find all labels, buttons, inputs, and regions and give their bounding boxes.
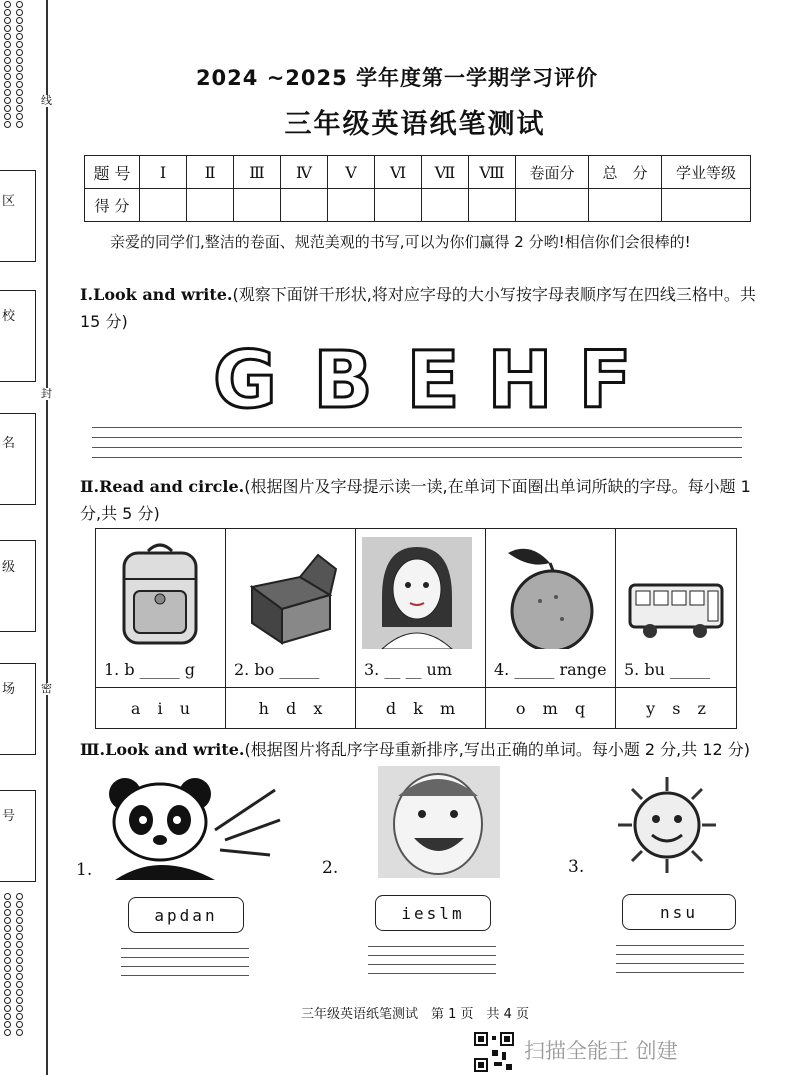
field-box-name[interactable] bbox=[0, 413, 36, 505]
score-header-cell: 卷面分 bbox=[516, 156, 589, 189]
score-table-score-row bbox=[85, 189, 751, 222]
bag-icon bbox=[110, 539, 210, 649]
score-header-cell: Ⅵ bbox=[375, 156, 422, 189]
binding-hole-dot bbox=[4, 949, 11, 956]
binding-hole-dot bbox=[16, 9, 23, 16]
picture-cell-orange bbox=[486, 529, 616, 688]
score-header-cell: Ⅷ bbox=[469, 156, 516, 189]
score-input-cell[interactable] bbox=[234, 189, 281, 222]
binding-hole-dot bbox=[16, 1021, 23, 1028]
scanner-watermark: 扫描全能王 创建 bbox=[524, 1039, 678, 1063]
binding-hole-dot bbox=[4, 973, 11, 980]
score-header-cell: 总 分 bbox=[589, 156, 662, 189]
field-label-seat-number: 号 bbox=[2, 809, 16, 824]
cookie-letter-h-glyph: H bbox=[487, 345, 553, 415]
binding-hole-dot bbox=[4, 41, 11, 48]
score-table bbox=[84, 155, 751, 222]
binding-hole-dot bbox=[4, 917, 11, 924]
picture-cell-mum bbox=[356, 529, 486, 688]
binding-hole-dot bbox=[4, 33, 11, 40]
intro-paragraph: 亲爱的同学们,整洁的卷面、规范美观的书写,可以为你们赢得 2 分哟!相信你们会很棒的! bbox=[80, 233, 691, 251]
binding-hole-dot bbox=[16, 917, 23, 924]
binding-hole-dot bbox=[4, 1029, 11, 1036]
score-header-cell: 学业等级 bbox=[662, 156, 751, 189]
binding-hole-dot bbox=[16, 909, 23, 916]
binding-hole-dot bbox=[16, 893, 23, 900]
word-prompt-4: 4. _____ range bbox=[494, 660, 607, 679]
answer-lines-1[interactable] bbox=[121, 948, 249, 984]
score-input-cell[interactable] bbox=[140, 189, 187, 222]
section-3-number: Ⅲ. bbox=[80, 740, 106, 759]
box-icon bbox=[240, 547, 340, 647]
binding-hole-dot bbox=[16, 941, 23, 948]
binding-hole-dot bbox=[4, 933, 11, 940]
scrambled-word-2: ieslm bbox=[375, 895, 491, 931]
answer-lines-3[interactable] bbox=[616, 945, 744, 981]
binding-hole-dot bbox=[16, 41, 23, 48]
smile-face-icon bbox=[378, 766, 500, 878]
score-row-label: 得 分 bbox=[85, 189, 140, 222]
mum-icon bbox=[362, 537, 472, 649]
score-header-cell: Ⅱ bbox=[187, 156, 234, 189]
letter-options-3[interactable]: d k m bbox=[356, 688, 486, 729]
binding-hole-dot bbox=[16, 981, 23, 988]
cookie-letter-f bbox=[565, 345, 645, 415]
score-input-cell[interactable] bbox=[422, 189, 469, 222]
field-box-exam-room[interactable] bbox=[0, 663, 36, 755]
question-3-1-number: 1. bbox=[76, 860, 93, 880]
section-3-title: Look and write. bbox=[105, 740, 245, 759]
word-prompt-1: 1. b _____ g bbox=[104, 660, 196, 679]
binding-hole-dot bbox=[4, 25, 11, 32]
word-prompt-5: 5. bu _____ bbox=[624, 660, 710, 679]
letter-options-2[interactable]: h d x bbox=[226, 688, 356, 729]
field-label-name: 名 bbox=[2, 436, 16, 451]
word-prompt-3: 3. __ __ um bbox=[364, 660, 452, 679]
seal-line bbox=[46, 0, 48, 1075]
field-label-exam-room: 场 bbox=[2, 682, 16, 697]
qr-code-icon bbox=[474, 1032, 514, 1072]
seal-mark-feng: 封 bbox=[41, 387, 52, 400]
binding-hole-dot bbox=[16, 25, 23, 32]
letter-options-1[interactable]: a i u bbox=[96, 688, 226, 729]
cookie-letter-h bbox=[480, 345, 560, 415]
sun-icon bbox=[612, 775, 722, 875]
word-prompt-2: 2. bo _____ bbox=[234, 660, 320, 679]
scrambled-word-3: nsu bbox=[622, 894, 736, 930]
binding-hole-dot bbox=[4, 957, 11, 964]
cookie-letter-g bbox=[205, 345, 285, 415]
binding-margin bbox=[0, 0, 52, 1075]
binding-hole-dot bbox=[16, 973, 23, 980]
seal-mark-mi: 密 bbox=[41, 682, 52, 695]
field-label-class: 级 bbox=[2, 560, 16, 575]
binding-hole-dot bbox=[4, 925, 11, 932]
cookie-letter-e bbox=[393, 345, 473, 415]
section-2-title: Read and circle. bbox=[99, 477, 245, 496]
binding-hole-dot bbox=[4, 893, 11, 900]
scrambled-word-1: apdan bbox=[128, 897, 244, 933]
binding-hole-dot bbox=[16, 33, 23, 40]
bus-icon bbox=[626, 577, 726, 647]
score-input-cell[interactable] bbox=[328, 189, 375, 222]
binding-hole-dot bbox=[4, 9, 11, 16]
section-3-description: (根据图片将乱序字母重新排序,写出正确的单词。每小题 2 分,共 12 分) bbox=[244, 740, 751, 759]
section-1-title: Look and write. bbox=[93, 285, 233, 304]
binding-hole-dot bbox=[16, 989, 23, 996]
binding-hole-dot bbox=[16, 17, 23, 24]
binding-hole-dot bbox=[16, 965, 23, 972]
score-input-cell[interactable] bbox=[516, 189, 589, 222]
cookie-letter-b-glyph: B bbox=[313, 345, 373, 415]
binding-hole-dot bbox=[4, 941, 11, 948]
section-3-heading bbox=[80, 736, 770, 763]
picture-cell-bag bbox=[96, 529, 226, 688]
score-header-cell: Ⅴ bbox=[328, 156, 375, 189]
binding-hole-dot bbox=[16, 957, 23, 964]
binding-hole-dot bbox=[16, 949, 23, 956]
binding-hole-dot bbox=[4, 901, 11, 908]
field-label-school: 校 bbox=[2, 309, 16, 324]
letter-options-5[interactable]: y s z bbox=[616, 688, 737, 729]
answer-lines-2[interactable] bbox=[368, 946, 496, 982]
score-header-cell: Ⅲ bbox=[234, 156, 281, 189]
binding-hole-dot bbox=[4, 909, 11, 916]
field-box-seat-number[interactable] bbox=[0, 790, 36, 882]
section-1-description: (观察下面饼干形状,将对应字母的大小写按字母表顺序写在四线三格中。共 15 分) bbox=[80, 285, 756, 331]
orange-icon bbox=[500, 539, 600, 649]
score-header-cell: Ⅶ bbox=[422, 156, 469, 189]
four-line-writing-area[interactable] bbox=[92, 427, 742, 467]
page-footer: 三年级英语纸笔测试 第 1 页 共 4 页 bbox=[300, 1007, 530, 1022]
read-and-circle-table bbox=[95, 528, 737, 729]
binding-hole-dot bbox=[4, 17, 11, 24]
score-header-cell: Ⅰ bbox=[140, 156, 187, 189]
score-input-cell[interactable] bbox=[281, 189, 328, 222]
score-input-cell[interactable] bbox=[589, 189, 662, 222]
binding-hole-dot bbox=[16, 1029, 23, 1036]
panda-icon bbox=[95, 770, 285, 882]
binding-hole-dot bbox=[16, 49, 23, 56]
score-table-header-row bbox=[85, 156, 751, 189]
binding-hole-dot bbox=[4, 989, 11, 996]
question-3-2-number: 2. bbox=[322, 858, 339, 878]
binding-hole-dot bbox=[16, 933, 23, 940]
binding-hole-dot bbox=[4, 981, 11, 988]
binding-hole-dot bbox=[4, 49, 11, 56]
score-header-cell: Ⅳ bbox=[281, 156, 328, 189]
score-header-cell: 题 号 bbox=[85, 156, 140, 189]
binding-hole-dot bbox=[16, 1, 23, 8]
cookie-letter-e-glyph: E bbox=[406, 345, 460, 415]
field-box-class[interactable] bbox=[0, 540, 36, 632]
score-input-cell[interactable] bbox=[375, 189, 422, 222]
cookie-letter-f-glyph: F bbox=[578, 345, 632, 415]
field-box-district[interactable] bbox=[0, 170, 36, 262]
section-1-heading bbox=[80, 281, 770, 335]
binding-hole-dot bbox=[4, 1, 11, 8]
exam-year-title: 2024 ~2025 学年度第一学期学习评价 bbox=[195, 66, 599, 90]
field-box-school[interactable] bbox=[0, 290, 36, 382]
score-input-cell[interactable] bbox=[662, 189, 751, 222]
picture-cell-box bbox=[226, 529, 356, 688]
score-input-cell[interactable] bbox=[469, 189, 516, 222]
binding-hole-dot bbox=[4, 1021, 11, 1028]
section-2-heading bbox=[80, 473, 770, 527]
question-3-3-number: 3. bbox=[568, 857, 585, 877]
binding-hole-dot bbox=[16, 901, 23, 908]
section-2-number: Ⅱ. bbox=[80, 477, 100, 496]
binding-hole-dot bbox=[4, 965, 11, 972]
exam-subject-title: 三年级英语纸笔测试 bbox=[284, 109, 546, 140]
section-2-description: (根据图片及字母提示读一读,在单词下面圈出单词所缺的字母。每小题 1 分,共 5 分) bbox=[80, 477, 751, 523]
field-label-district: 区 bbox=[2, 194, 16, 209]
picture-cell-bus bbox=[616, 529, 737, 688]
seal-mark-xian: 线 bbox=[41, 94, 52, 107]
score-input-cell[interactable] bbox=[187, 189, 234, 222]
section-1-number: Ⅰ. bbox=[80, 285, 94, 304]
cookie-letter-g-glyph: G bbox=[212, 345, 278, 415]
binding-hole-dot bbox=[16, 925, 23, 932]
letter-options-4[interactable]: o m q bbox=[486, 688, 616, 729]
cookie-letter-b bbox=[303, 345, 383, 415]
